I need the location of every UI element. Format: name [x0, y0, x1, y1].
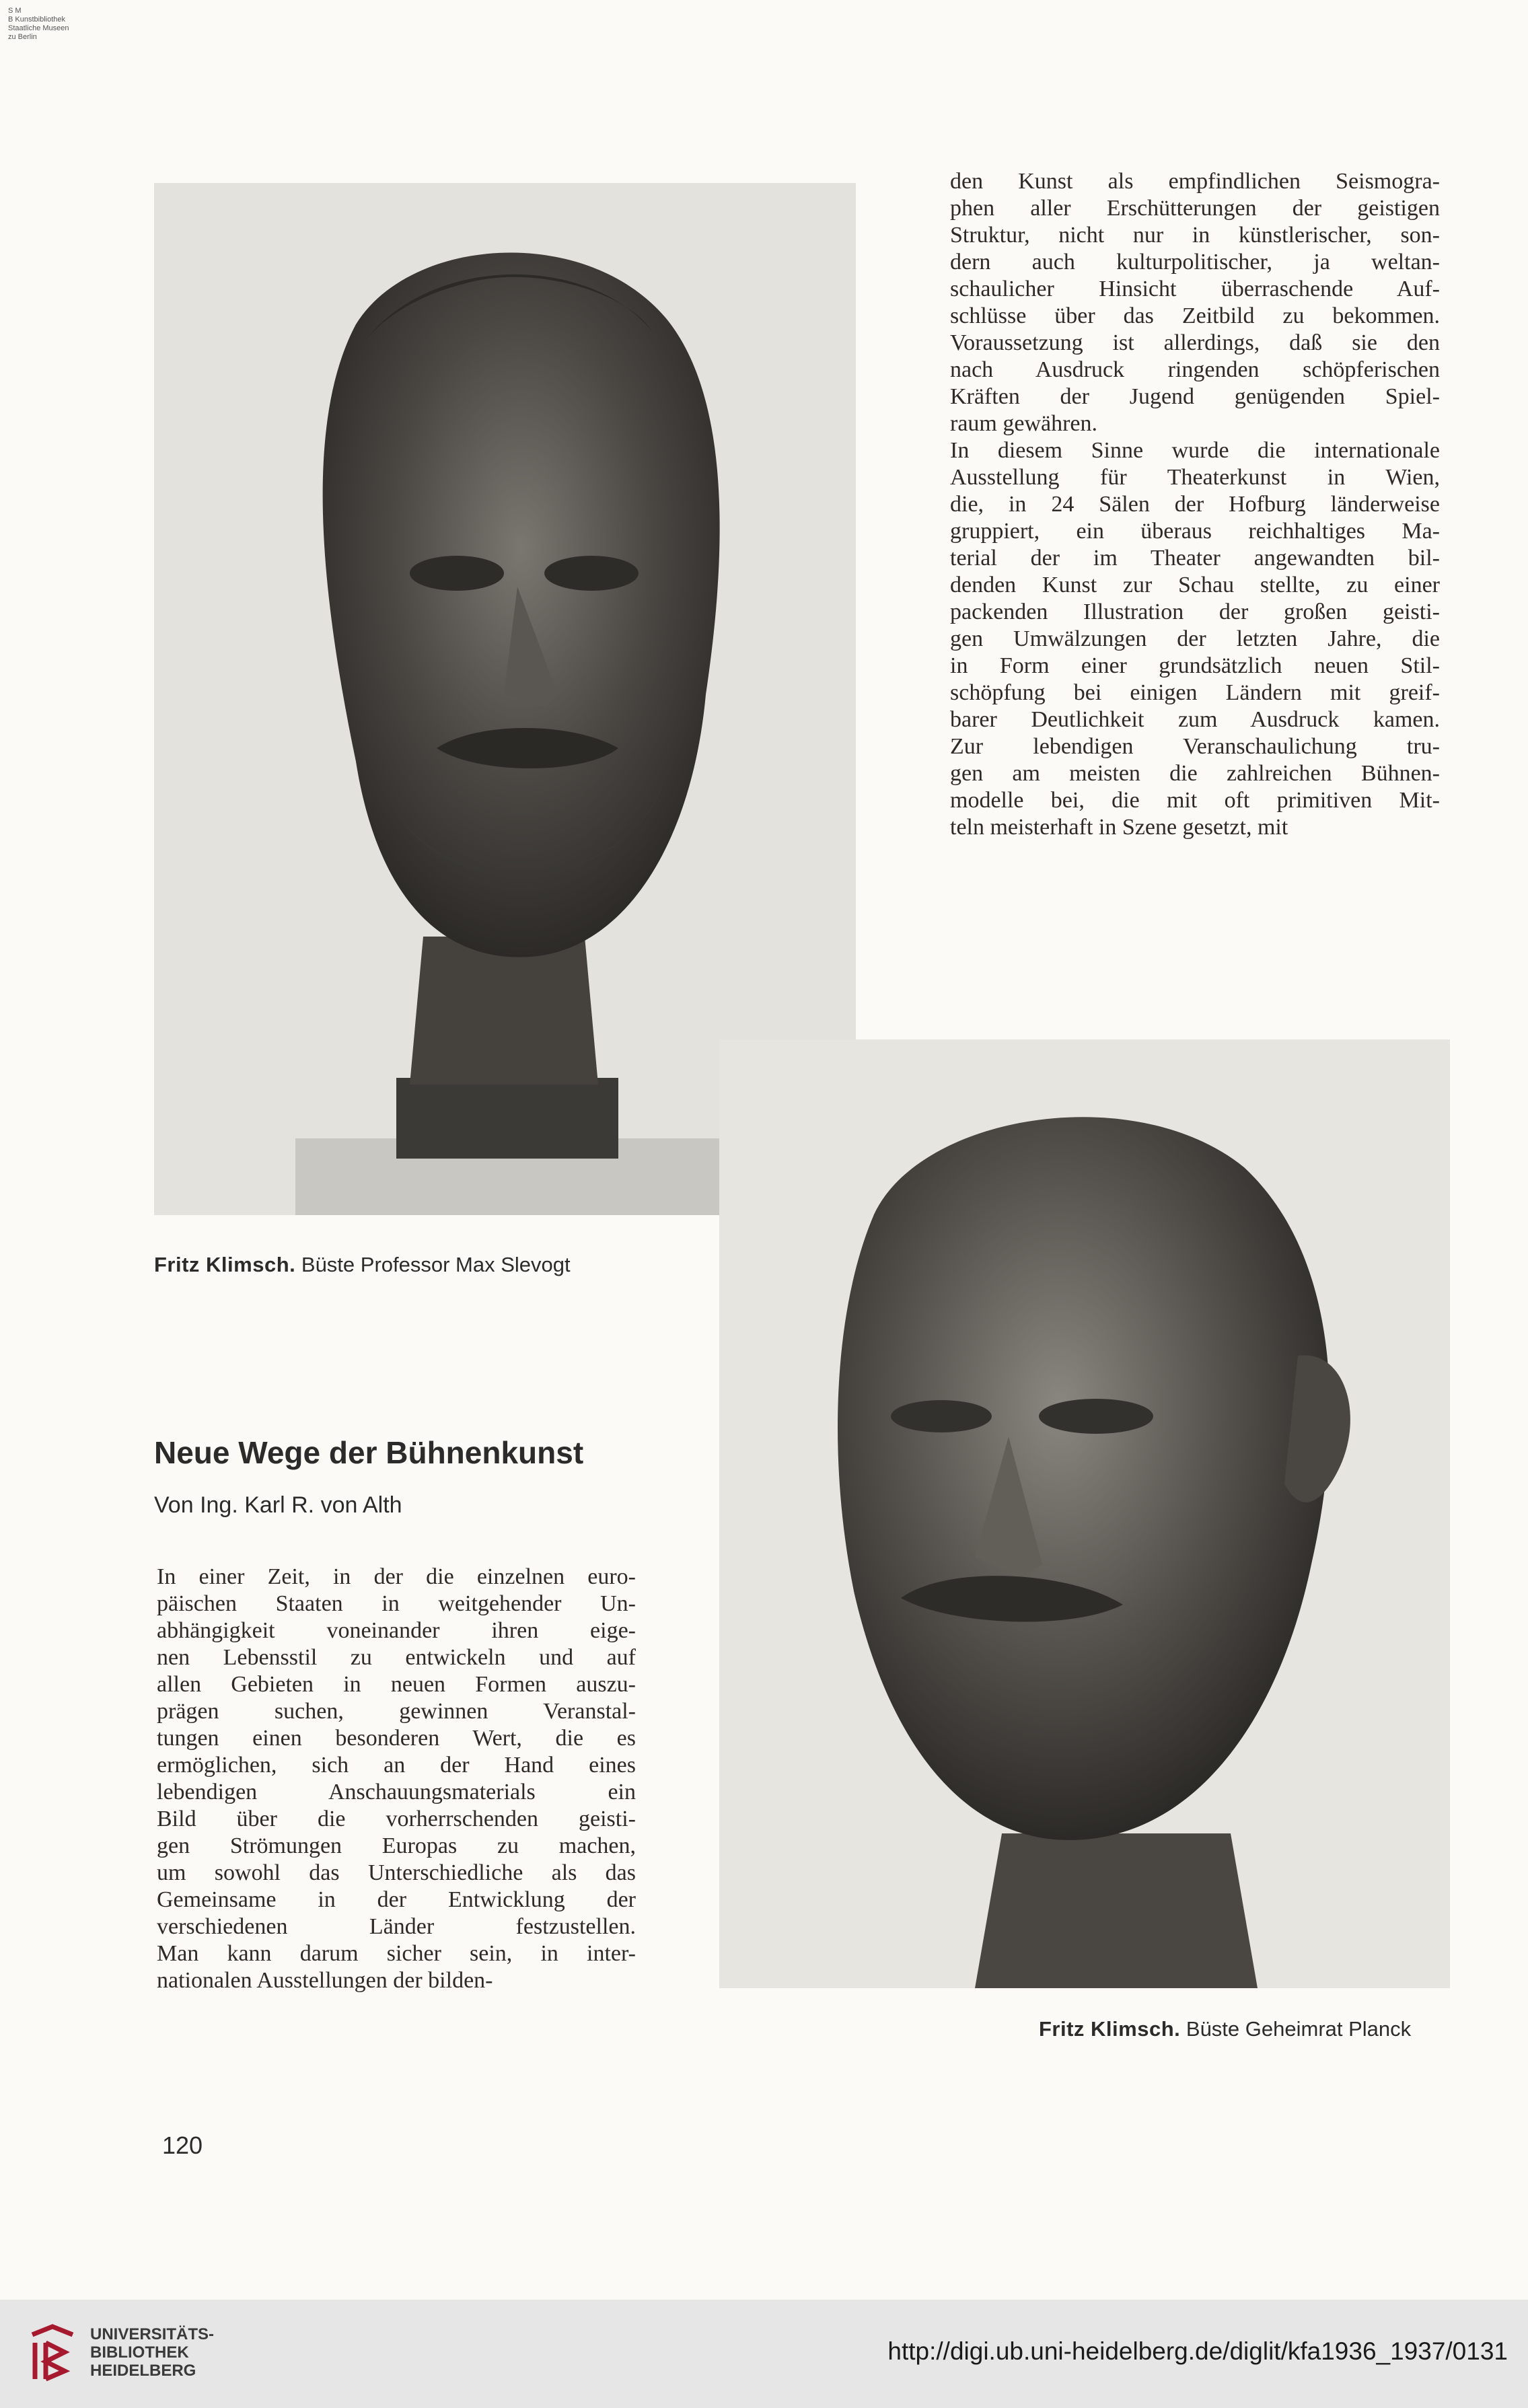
text-line: Ausstellung für Theaterkunst in Wien,: [950, 465, 1440, 490]
library-name: [90, 2325, 214, 2380]
article-left-column: [157, 1564, 636, 1994]
stamp-line: B Kunstbibliothek: [8, 15, 65, 24]
caption-bottom-title: Büste Geheimrat Planck: [1186, 2017, 1412, 2041]
library-stamp: [8, 7, 69, 42]
text-line: gen Strömungen Europas zu machen,: [157, 1833, 636, 1858]
text-line: ermöglichen, sich an der Hand eines: [157, 1753, 636, 1778]
text-line: um sowohl das Unterschiedliche als das: [157, 1860, 636, 1885]
text-line: päischen Staaten in weitgehender Un-: [157, 1591, 636, 1616]
text-line: raum gewähren.: [950, 411, 1098, 436]
text-line: Zur lebendigen Veranschaulichung tru-: [950, 734, 1440, 759]
text-line: In diesem Sinne wurde die internationale: [950, 438, 1440, 463]
text-line: Man kann darum sicher sein, in inter-: [157, 1941, 636, 1966]
stamp-line: Staatliche Museen: [8, 24, 69, 32]
photo-bust-planck: [719, 1039, 1450, 1988]
text-line: nach Ausdruck ringenden schöpferischen: [950, 357, 1440, 382]
text-line: packenden Illustration der großen geisti-: [950, 599, 1440, 624]
permalink-url[interactable]: http://digi.ub.uni-heidelberg.de/diglit/kfa1936_1937/0131: [887, 2337, 1508, 2365]
stamp-line: S M: [8, 7, 22, 15]
caption-top: [154, 1253, 571, 1277]
text-line: In einer Zeit, in der die einzelnen euro-: [157, 1564, 636, 1589]
text-line: gen am meisten die zahlreichen Bühnen-: [950, 761, 1440, 786]
caption-top-title: Büste Professor Max Slevogt: [301, 1253, 571, 1276]
text-line: modelle bei, die mit oft primitiven Mit-: [950, 788, 1440, 813]
article-byline: Von Ing. Karl R. von Alth: [154, 1492, 402, 1518]
text-line: Struktur, nicht nur in künstlerischer, son-: [950, 223, 1440, 248]
text-line: allen Gebieten in neuen Formen auszu-: [157, 1672, 636, 1697]
page-number: 120: [162, 2131, 203, 2159]
library-name-line: UNIVERSITÄTS-: [90, 2325, 215, 2343]
text-line: Gemeinsame in der Entwicklung der: [157, 1887, 636, 1912]
text-line: den Kunst als empfindlichen Seismogra-: [950, 169, 1440, 194]
text-line: lebendigen Anschauungsmaterials ein: [157, 1780, 636, 1804]
text-line: gen Umwälzungen der letzten Jahre, die: [950, 626, 1440, 651]
text-line: in Form einer grundsätzlich neuen Stil-: [950, 653, 1440, 678]
text-line: dern auch kulturpolitischer, ja weltan-: [950, 250, 1440, 275]
caption-top-author: Fritz Klimsch.: [154, 1253, 296, 1276]
library-logo-icon: [26, 2323, 79, 2384]
text-line: barer Deutlichkeit zum Ausdruck kamen.: [950, 707, 1440, 732]
text-line: denden Kunst zur Schau stellte, zu einer: [950, 573, 1440, 597]
text-line: die, in 24 Sälen der Hofburg länderweise: [950, 492, 1440, 517]
text-line: teln meisterhaft in Szene gesetzt, mit: [950, 815, 1288, 840]
text-line: Bild über die vorherrschenden geisti-: [157, 1807, 636, 1831]
text-line: phen aller Erschütterungen der geistigen: [950, 196, 1440, 221]
text-line: prägen suchen, gewinnen Veranstal-: [157, 1699, 636, 1724]
caption-bottom: [1039, 2017, 1411, 2041]
text-line: gruppiert, ein überaus reichhaltiges Ma-: [950, 519, 1440, 544]
text-line: schlüsse über das Zeitbild zu bekommen.: [950, 303, 1440, 328]
text-line: Voraussetzung ist allerdings, daß sie den: [950, 330, 1440, 355]
article-title: Neue Wege der Bühnenkunst: [154, 1435, 584, 1470]
library-name-line: HEIDELBERG: [90, 2362, 196, 2380]
text-line: tungen einen besonderen Wert, die es: [157, 1726, 636, 1751]
library-name-line: BIBLIOTHEK: [90, 2343, 189, 2362]
text-line: nationalen Ausstellungen der bilden-: [157, 1968, 493, 1993]
text-line: nen Lebensstil zu entwickeln und auf: [157, 1645, 636, 1670]
caption-bottom-author: Fritz Klimsch.: [1039, 2017, 1181, 2041]
bust-illustration: [719, 1039, 1450, 1988]
footer-bar: [0, 2300, 1528, 2408]
text-line: verschiedenen Länder festzustellen.: [157, 1914, 636, 1939]
text-line: terial der im Theater angewandten bil-: [950, 546, 1440, 571]
text-line: schöpfung bei einigen Ländern mit greif-: [950, 680, 1440, 705]
stamp-line: zu Berlin: [8, 33, 37, 41]
article-right-column: [950, 168, 1440, 841]
text-line: schaulicher Hinsicht überraschende Auf-: [950, 277, 1440, 301]
text-line: Kräften der Jugend genügenden Spiel-: [950, 384, 1440, 409]
text-line: abhängigkeit voneinander ihren eige-: [157, 1618, 636, 1643]
